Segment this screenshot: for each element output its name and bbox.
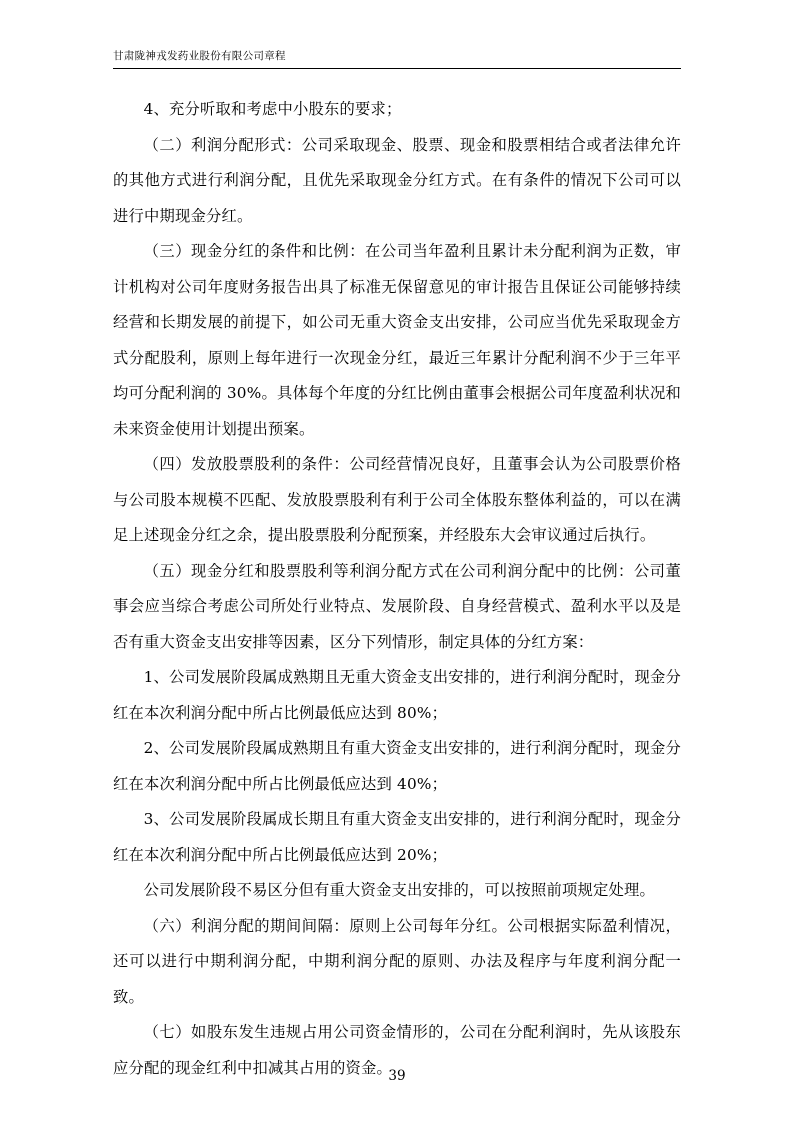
paragraph: （六）利润分配的期间间隔：原则上公司每年分红。公司根据实际盈利情况，还可以进行中期利润分配，中期利润分配的原则、办法及程序与年度利润分配一致。 <box>113 916 681 1006</box>
paragraph: 1、公司发展阶段属成熟期且无重大资金支出安排的，进行利润分配时，现金分红在本次利润分配中所占比例最低应达到 80%； <box>113 668 681 722</box>
paragraph: （四）发放股票股利的条件：公司经营情况良好，且董事会认为公司股票价格与公司股本规模不匹配、发放股票股利有利于公司全体股东整体利益的，可以在满足上述现金分红之余，提出股票股利分配预案，并经股东大会审议通过后执行。 <box>113 455 681 544</box>
paragraph: 公司发展阶段不易区分但有重大资金支出安排的，可以按照前项规定处理。 <box>143 881 655 899</box>
paragraph: 3、公司发展阶段属成长期且有重大资金支出安排的，进行利润分配时，现金分红在本次利润分配中所占比例最低应达到 20%； <box>113 810 681 864</box>
paragraph: 2、公司发展阶段属成熟期且有重大资金支出安排的，进行利润分配时，现金分红在本次利润分配中所占比例最低应达到 40%； <box>113 739 681 793</box>
paragraph: 4、充分听取和考虑中小股东的要求； <box>143 100 402 118</box>
header-title: 甘肃陇神戎发药业股份有限公司章程 <box>113 50 286 62</box>
paragraph: （七）如股东发生违规占用公司资金情形的，公司在分配利润时，先从该股东应分配的现金红利中扣减其占用的资金。 <box>113 1023 681 1077</box>
paragraph: （五）现金分红和股票股利等利润分配方式在公司利润分配中的比例：公司董事会应当综合考虑公司所处行业特点、发展阶段、自身经营模式、盈利水平以及是否有重大资金支出安排等因素，区分下列情形，制定具体的分红方案： <box>113 561 681 651</box>
page-number: 39 <box>388 1068 406 1084</box>
page-header <box>113 48 681 69</box>
paragraph: （三）现金分红的条件和比例：在公司当年盈利且累计未分配利润为正数，审计机构对公司年度财务报告出具了标准无保留意见的审计报告且保证公司能够持续经营和长期发展的前提下，如公司无重大资金支出安排，公司应当优先采取现金方式分配股利，原则上每年进行一次现金分红，最近三年累计分配利润不少于三年平均可分配利润的 30%。具体每个年度的分红比例由董事会根据公司年度盈利状况和未来资金使用计划提出预案。 <box>113 242 681 438</box>
document-body <box>113 92 681 1086</box>
paragraph: （二）利润分配形式：公司采取现金、股票、现金和股票相结合或者法律允许的其他方式进行利润分配，且优先采取现金分红方式。在有条件的情况下公司可以进行中期现金分红。 <box>113 135 681 225</box>
